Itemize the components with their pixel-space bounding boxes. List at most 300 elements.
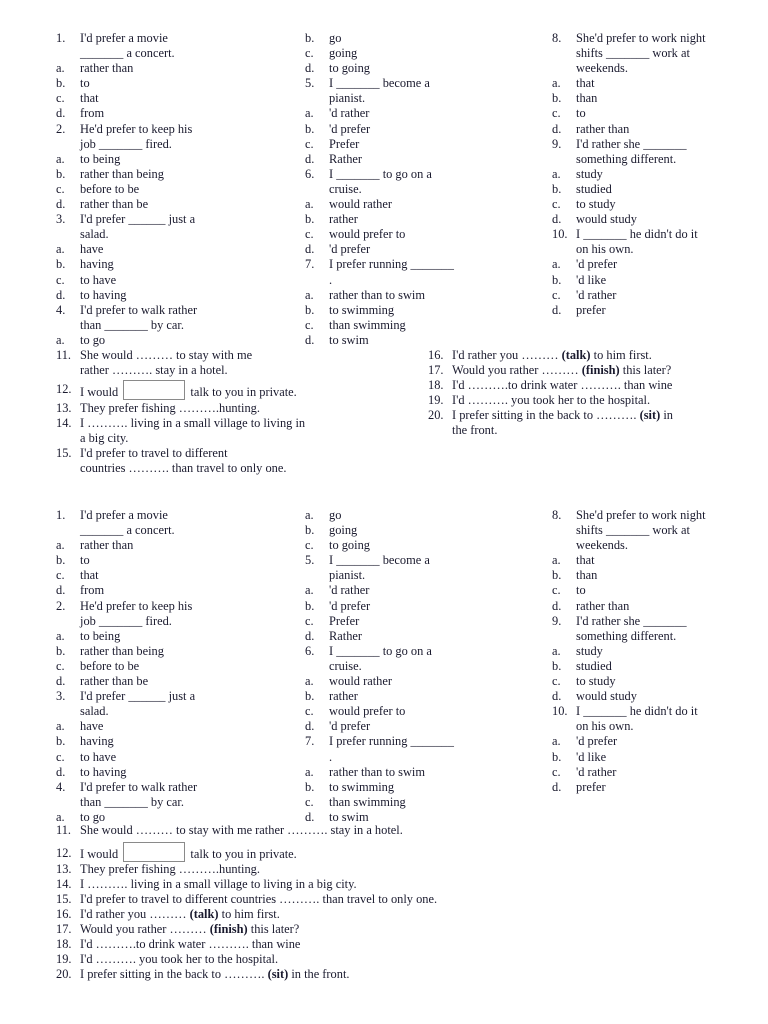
option-text: to going xyxy=(329,538,370,553)
option-letter: a. xyxy=(305,674,314,689)
option-text: something different. xyxy=(576,151,677,166)
option-text: rather than be xyxy=(80,197,149,212)
option-text: that xyxy=(576,76,595,91)
option-letter: a. xyxy=(552,643,561,658)
option-letter: d. xyxy=(305,719,315,734)
option-letter: b. xyxy=(305,779,315,794)
question-stem xyxy=(552,137,752,152)
question-column-1 xyxy=(56,31,288,348)
question-stem-continued xyxy=(56,614,288,629)
answer-option[interactable] xyxy=(305,599,535,614)
answer-option[interactable] xyxy=(305,152,535,167)
answer-input-12[interactable] xyxy=(123,842,185,862)
answer-option[interactable] xyxy=(552,212,752,227)
question-stem-continued xyxy=(56,795,288,810)
option-text: rather than be xyxy=(80,674,149,689)
option-letter: c. xyxy=(305,704,314,719)
answer-option[interactable] xyxy=(552,659,752,674)
question-15: 15. I'd prefer to travel to different countries ………. than travel to only one. xyxy=(56,446,287,476)
question-number: 8. xyxy=(552,31,562,45)
answer-option[interactable] xyxy=(552,257,752,272)
option-letter: c. xyxy=(305,613,314,628)
question-text: I'd rather she _______ xyxy=(576,613,687,628)
answer-option[interactable] xyxy=(305,122,535,137)
question-stem-continued xyxy=(56,137,288,152)
option-letter: b. xyxy=(305,598,315,613)
option-letter: c. xyxy=(56,568,65,583)
answer-option[interactable] xyxy=(305,197,535,212)
option-letter: b. xyxy=(56,734,66,749)
answer-option[interactable] xyxy=(552,734,752,749)
option-text: from xyxy=(80,583,105,598)
question-14: 14. I ………. living in a small village to living in a big city. xyxy=(56,877,357,891)
question-column-2 xyxy=(305,31,535,348)
option-text: to swimming xyxy=(329,779,395,794)
question-text: He'd prefer to keep his xyxy=(80,598,193,613)
question-17: 17. Would you rather ……… (finish) this later? xyxy=(428,363,672,377)
question-stem-continued xyxy=(56,318,288,333)
answer-option[interactable] xyxy=(305,538,535,553)
answer-option[interactable] xyxy=(56,76,288,91)
option-text: weekends. xyxy=(576,61,628,76)
answer-option[interactable] xyxy=(56,167,288,182)
option-text: would study xyxy=(576,689,637,704)
option-text: rather than xyxy=(80,538,134,553)
option-text: go xyxy=(329,31,342,45)
question-20: 20. I prefer sitting in the back to ………. (sit) in the front. xyxy=(56,967,350,981)
option-letter: d. xyxy=(56,287,66,302)
option-letter: d. xyxy=(305,242,315,257)
question-13: 13. They prefer fishing ……….hunting. xyxy=(56,401,260,415)
answer-option[interactable] xyxy=(552,750,752,765)
answer-option[interactable] xyxy=(305,765,535,780)
question-text: I _______ become a xyxy=(329,553,430,568)
option-letter: a. xyxy=(56,151,65,166)
question-19: 19. I'd ………. you took her to the hospital. xyxy=(428,393,651,407)
answer-option[interactable] xyxy=(305,242,535,257)
answer-option[interactable] xyxy=(552,599,752,614)
answer-option[interactable] xyxy=(552,122,752,137)
answer-option[interactable] xyxy=(56,182,288,197)
answer-option[interactable] xyxy=(56,765,288,780)
answer-option[interactable] xyxy=(305,523,535,538)
answer-option[interactable] xyxy=(56,106,288,121)
answer-option[interactable] xyxy=(56,538,288,553)
option-letter: b. xyxy=(552,568,562,583)
option-letter: b. xyxy=(305,302,315,317)
answer-option[interactable] xyxy=(552,167,752,182)
option-letter: a. xyxy=(56,719,65,734)
option-letter: c. xyxy=(56,181,65,196)
option-text: that xyxy=(80,91,99,106)
answer-option[interactable] xyxy=(305,333,535,348)
question-18: 18. I'd ……….to drink water ………. than wine xyxy=(428,378,673,392)
option-text: to xyxy=(80,76,90,91)
question-stem xyxy=(56,599,288,614)
option-text: rather than to swim xyxy=(329,287,426,302)
option-text: 'd rather xyxy=(576,764,617,779)
option-letter: c. xyxy=(305,46,314,61)
question-19: 19. I'd ………. you took her to the hospital. xyxy=(56,952,279,966)
answer-option[interactable] xyxy=(305,780,535,795)
option-text: 'd prefer xyxy=(329,242,371,257)
question-stem-continued xyxy=(305,273,535,288)
option-letter: a. xyxy=(552,166,561,181)
answer-option[interactable] xyxy=(552,106,752,121)
question-stem xyxy=(552,31,752,46)
answer-option[interactable] xyxy=(552,674,752,689)
option-letter: c. xyxy=(552,764,561,779)
option-letter xyxy=(552,523,576,538)
option-text: pianist. xyxy=(329,91,366,106)
option-letter: a. xyxy=(56,538,65,553)
answer-option[interactable] xyxy=(56,674,288,689)
question-stem xyxy=(56,122,288,137)
question-stem xyxy=(552,704,752,719)
question-text: I _______ to go on a xyxy=(329,643,432,658)
option-text: cruise. xyxy=(329,658,362,673)
answer-option[interactable] xyxy=(56,333,288,348)
option-text: rather than being xyxy=(80,643,164,658)
question-stem xyxy=(305,76,535,91)
option-letter xyxy=(305,750,329,765)
option-text: to xyxy=(576,106,586,121)
answer-option[interactable] xyxy=(552,288,752,303)
answer-option[interactable] xyxy=(305,689,535,704)
question-13: 13. They prefer fishing ……….hunting. xyxy=(56,862,260,876)
option-letter: b. xyxy=(56,76,66,91)
option-text: 'd like xyxy=(576,749,607,764)
answer-option[interactable] xyxy=(56,61,288,76)
answer-option[interactable] xyxy=(56,583,288,598)
option-text: 'd prefer xyxy=(576,734,618,749)
answer-option[interactable] xyxy=(305,704,535,719)
answer-option[interactable] xyxy=(56,568,288,583)
option-letter: c. xyxy=(552,674,561,689)
option-text: to have xyxy=(80,272,117,287)
option-text: studied xyxy=(576,658,612,673)
option-text: . xyxy=(329,749,333,764)
question-stem-continued xyxy=(305,182,535,197)
question-stem-continued xyxy=(552,523,752,538)
option-text: on his own. xyxy=(576,242,634,257)
option-text: prefer xyxy=(576,779,606,794)
option-letter: c. xyxy=(305,227,314,242)
option-letter: d. xyxy=(305,332,315,347)
question-number: 10. xyxy=(552,704,568,719)
option-text: before to be xyxy=(80,658,140,673)
option-letter: b. xyxy=(56,166,66,181)
option-letter: a. xyxy=(56,61,65,76)
question-stem xyxy=(552,508,752,523)
answer-option[interactable] xyxy=(56,553,288,568)
question-number: 6. xyxy=(305,166,315,181)
option-letter: c. xyxy=(305,136,314,151)
option-text: go xyxy=(329,508,342,522)
question-stem-continued xyxy=(56,227,288,242)
option-text: studied xyxy=(576,181,612,196)
answer-option[interactable] xyxy=(56,644,288,659)
option-letter: c. xyxy=(552,106,561,121)
answer-option[interactable] xyxy=(305,629,535,644)
option-letter: d. xyxy=(56,197,66,212)
answer-option[interactable] xyxy=(552,644,752,659)
option-text: weekends. xyxy=(576,538,628,553)
option-text: to go xyxy=(80,809,106,824)
option-letter: c. xyxy=(552,287,561,302)
question-16: 16. I'd rather you ……… (talk) to him first. xyxy=(56,907,280,921)
answer-option[interactable] xyxy=(305,288,535,303)
answer-option[interactable] xyxy=(56,750,288,765)
option-letter: a. xyxy=(305,106,314,121)
question-number: 9. xyxy=(552,136,562,151)
question-text: I prefer running _______ xyxy=(329,734,454,749)
question-number: 9. xyxy=(552,613,562,628)
option-letter xyxy=(56,318,80,333)
question-14: 14. I ………. living in a small village to living in a big city. xyxy=(56,416,306,446)
question-stem xyxy=(56,303,288,318)
question-text: I'd rather she _______ xyxy=(576,136,687,151)
answer-option[interactable] xyxy=(552,689,752,704)
option-text: than swimming xyxy=(329,317,406,332)
option-text: 'd prefer xyxy=(329,719,371,734)
option-letter xyxy=(305,182,329,197)
option-text: having xyxy=(80,734,114,749)
option-letter xyxy=(305,91,329,106)
answer-option[interactable] xyxy=(552,583,752,598)
answer-option[interactable] xyxy=(305,106,535,121)
option-text: on his own. xyxy=(576,719,634,734)
option-text: rather xyxy=(329,689,358,704)
option-letter xyxy=(552,538,576,553)
option-letter: b. xyxy=(305,523,315,538)
option-text: would study xyxy=(576,212,637,227)
answer-option[interactable] xyxy=(56,719,288,734)
answer-option[interactable] xyxy=(305,46,535,61)
option-letter xyxy=(305,568,329,583)
option-letter: d. xyxy=(552,689,562,704)
question-stem xyxy=(305,644,535,659)
option-letter: d. xyxy=(56,674,66,689)
question-number: 2. xyxy=(56,598,66,613)
answer-option[interactable] xyxy=(552,568,752,583)
answer-option[interactable] xyxy=(56,659,288,674)
option-letter: d. xyxy=(552,121,562,136)
option-letter: a. xyxy=(305,583,314,598)
option-letter: d. xyxy=(552,779,562,794)
answer-option[interactable] xyxy=(305,318,535,333)
option-letter: c. xyxy=(305,538,314,553)
question-12: 12. I would talk to you in private. xyxy=(56,382,297,399)
option-text: Prefer xyxy=(329,613,360,628)
answer-option[interactable] xyxy=(56,242,288,257)
answer-option[interactable] xyxy=(56,91,288,106)
answer-option[interactable] xyxy=(552,765,752,780)
answer-option[interactable] xyxy=(552,273,752,288)
answer-option[interactable] xyxy=(305,137,535,152)
option-letter: d. xyxy=(552,598,562,613)
option-text: shifts _______ work at xyxy=(576,46,690,61)
option-letter: b. xyxy=(552,749,562,764)
option-letter: a. xyxy=(56,332,65,347)
question-text: She'd prefer to work night xyxy=(576,31,706,45)
answer-option[interactable] xyxy=(305,508,535,523)
option-letter: a. xyxy=(552,734,561,749)
question-17: 17. Would you rather ……… (finish) this later? xyxy=(56,922,300,936)
answer-option[interactable] xyxy=(552,197,752,212)
option-letter xyxy=(56,227,80,242)
answer-option[interactable] xyxy=(305,31,535,46)
question-number: 3. xyxy=(56,212,66,227)
question-stem-continued xyxy=(552,538,752,553)
question-20: 20. I prefer sitting in the back to ………. (sit) in the front. xyxy=(428,408,673,438)
answer-input-12[interactable] xyxy=(123,380,185,400)
question-16: 16. I'd rather you ……… (talk) to him first. xyxy=(428,348,652,362)
answer-option[interactable] xyxy=(552,76,752,91)
option-letter: b. xyxy=(305,31,315,45)
option-letter: d. xyxy=(56,106,66,121)
option-letter xyxy=(56,137,80,152)
option-letter: d. xyxy=(305,628,315,643)
question-number: 10. xyxy=(552,227,568,242)
answer-option[interactable] xyxy=(305,61,535,76)
question-number: 1. xyxy=(56,31,66,45)
option-text: than xyxy=(576,91,598,106)
question-text: I'd prefer a movie xyxy=(80,508,168,522)
option-text: job _______ fired. xyxy=(80,136,172,151)
option-text: something different. xyxy=(576,628,677,643)
answer-option[interactable] xyxy=(56,273,288,288)
option-text: 'd prefer xyxy=(329,121,371,136)
option-letter xyxy=(56,523,80,538)
option-text: Prefer xyxy=(329,136,360,151)
question-text: I _______ become a xyxy=(329,76,430,91)
question-stem-continued xyxy=(552,719,752,734)
option-letter xyxy=(552,629,576,644)
answer-option[interactable] xyxy=(56,288,288,303)
option-text: rather than xyxy=(80,61,134,76)
option-text: _______ a concert. xyxy=(80,46,175,61)
option-text: 'd rather xyxy=(329,106,370,121)
option-letter: d. xyxy=(552,302,562,317)
question-number: 7. xyxy=(305,734,315,749)
option-text: rather xyxy=(329,212,358,227)
answer-option[interactable] xyxy=(56,152,288,167)
option-text: to study xyxy=(576,674,616,689)
answer-option[interactable] xyxy=(56,197,288,212)
option-text: to having xyxy=(80,764,127,779)
question-11: 11. She would ……… to stay with me rather ………. stay in a hotel. xyxy=(56,823,403,837)
question-stem-continued xyxy=(552,242,752,257)
option-letter: a. xyxy=(305,764,314,779)
option-letter xyxy=(56,704,80,719)
option-letter: c. xyxy=(305,794,314,809)
option-text: _______ a concert. xyxy=(80,523,175,538)
question-stem-continued xyxy=(305,659,535,674)
answer-option[interactable] xyxy=(56,257,288,272)
option-letter xyxy=(56,46,80,61)
question-number: 4. xyxy=(56,779,66,794)
question-text: He'd prefer to keep his xyxy=(80,121,193,136)
option-text: to swim xyxy=(329,332,369,347)
answer-option[interactable] xyxy=(305,614,535,629)
option-letter: b. xyxy=(552,181,562,196)
option-text: to having xyxy=(80,287,127,302)
question-text: I _______ he didn't do it xyxy=(576,704,698,719)
question-stem xyxy=(56,689,288,704)
option-letter: b. xyxy=(552,272,562,287)
question-15: 15. I'd prefer to travel to different countries ………. than travel to only one. xyxy=(56,892,438,906)
option-text: cruise. xyxy=(329,181,362,196)
option-letter: d. xyxy=(552,212,562,227)
answer-option[interactable] xyxy=(56,734,288,749)
option-text: 'd prefer xyxy=(576,257,618,272)
question-11: 11. She would ……… to stay with me rather ………. stay in a hotel. xyxy=(56,348,253,378)
option-text: job _______ fired. xyxy=(80,613,172,628)
option-text: than swimming xyxy=(329,794,406,809)
answer-option[interactable] xyxy=(305,212,535,227)
option-text: to xyxy=(576,583,586,598)
question-stem-continued xyxy=(56,46,288,61)
question-stem-continued xyxy=(305,750,535,765)
answer-option[interactable] xyxy=(552,303,752,318)
option-letter: c. xyxy=(305,317,314,332)
answer-option[interactable] xyxy=(305,227,535,242)
option-text: 'd prefer xyxy=(329,598,371,613)
question-text: I'd prefer a movie xyxy=(80,31,168,45)
answer-option[interactable] xyxy=(305,303,535,318)
option-letter xyxy=(552,242,576,257)
option-text: to swimming xyxy=(329,302,395,317)
answer-option[interactable] xyxy=(552,91,752,106)
option-letter: a. xyxy=(305,508,314,522)
question-stem-continued xyxy=(552,61,752,76)
option-text: study xyxy=(576,166,603,181)
question-text: I'd prefer to walk rather xyxy=(80,779,198,794)
option-text: before to be xyxy=(80,181,140,196)
option-text: prefer xyxy=(576,302,606,317)
answer-option[interactable] xyxy=(552,553,752,568)
answer-option[interactable] xyxy=(305,674,535,689)
question-stem-continued xyxy=(552,152,752,167)
answer-option[interactable] xyxy=(552,182,752,197)
option-text: to being xyxy=(80,151,121,166)
option-text: than _______ by car. xyxy=(80,317,184,332)
question-number: 7. xyxy=(305,257,315,272)
question-stem-continued xyxy=(305,91,535,106)
option-text: 'd rather xyxy=(329,583,370,598)
option-letter: d. xyxy=(305,809,315,824)
option-text: rather than xyxy=(576,598,630,613)
answer-option[interactable] xyxy=(552,780,752,795)
option-letter: b. xyxy=(305,212,315,227)
answer-option[interactable] xyxy=(56,629,288,644)
answer-option[interactable] xyxy=(305,719,535,734)
question-column-3 xyxy=(552,31,752,318)
answer-option[interactable] xyxy=(305,795,535,810)
option-text: have xyxy=(80,242,104,257)
question-stem xyxy=(56,780,288,795)
option-text: to going xyxy=(329,61,370,76)
option-text: rather than to swim xyxy=(329,764,426,779)
option-letter: a. xyxy=(56,628,65,643)
option-text: shifts _______ work at xyxy=(576,523,690,538)
answer-option[interactable] xyxy=(305,583,535,598)
question-stem-continued xyxy=(552,629,752,644)
option-text: study xyxy=(576,643,603,658)
option-letter: d. xyxy=(56,583,66,598)
question-number: 6. xyxy=(305,643,315,658)
